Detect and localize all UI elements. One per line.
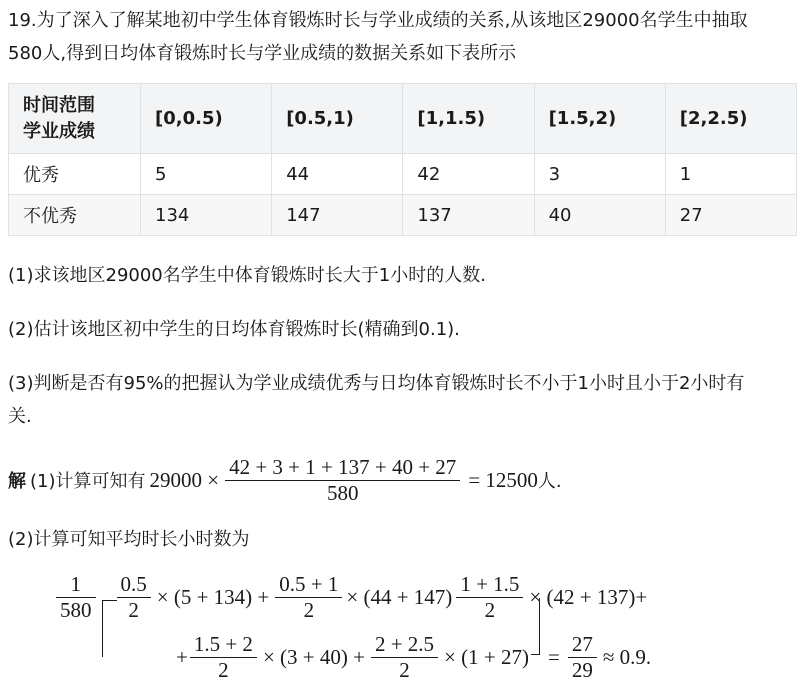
column-header: [0,0.5)	[141, 84, 272, 154]
fraction-denominator: 2	[117, 597, 151, 623]
table-cell: 27	[665, 195, 796, 236]
solution-2-intro: (2)计算可知平均时长小时数为	[8, 529, 250, 550]
problem-line-2: 580人,得到日均体育锻炼时长与学业成绩的数据关系如下表所示	[8, 43, 517, 64]
corner-bottom-label: 学业成绩	[23, 120, 95, 142]
approx-result: ≈ 0.9.	[602, 644, 652, 669]
solution-2-expression-line-1	[56, 565, 647, 629]
question-1: (1)求该地区29000名学生中体育锻炼时长大于1小时的人数.	[8, 265, 486, 286]
row-label: 不优秀	[9, 195, 141, 236]
fraction-denominator: 2	[275, 597, 342, 623]
table-cell: 44	[272, 154, 403, 195]
right-bracket	[531, 598, 540, 655]
table-cell: 42	[403, 154, 534, 195]
question-2: (2)估计该地区初中学生的日均体育锻炼时长(精确到0.1).	[8, 319, 460, 340]
solution-1-result: = 12500	[468, 467, 538, 492]
outer-fraction	[56, 572, 96, 623]
question-3-line-2: 关.	[8, 406, 32, 427]
result-fraction	[568, 632, 597, 683]
table-corner-header	[9, 84, 141, 154]
table-row	[9, 154, 797, 195]
fraction-denominator: 2	[190, 657, 257, 683]
column-header: [1,1.5)	[403, 84, 534, 154]
fraction-denominator: 2	[456, 597, 523, 623]
solution-1-multiplier: 29000 ×	[149, 467, 220, 492]
term: × (3 + 40) +	[262, 644, 365, 669]
column-header: [0.5,1)	[272, 84, 403, 154]
left-bracket	[102, 600, 117, 657]
table-cell: 134	[141, 195, 272, 236]
fraction-numerator: 0.5	[120, 571, 147, 596]
fraction	[456, 572, 523, 623]
solution-label: 解	[8, 471, 26, 492]
fraction-numerator: 27	[571, 631, 593, 656]
fraction	[117, 572, 151, 623]
fraction-numerator: 0.5 + 1	[279, 571, 339, 596]
solution-1	[8, 448, 562, 512]
table-cell: 5	[141, 154, 272, 195]
table-row	[9, 195, 797, 236]
column-header: [2,2.5)	[665, 84, 796, 154]
data-table	[8, 83, 797, 236]
fraction-denominator: 580	[225, 480, 460, 506]
equals-sign: =	[548, 644, 560, 669]
table-cell: 1	[665, 154, 796, 195]
corner-top-label: 时间范围	[23, 94, 95, 116]
solution-1-prefix: (1)计算可知有	[30, 471, 146, 492]
table-cell: 3	[534, 154, 665, 195]
fraction-denominator: 2	[371, 657, 438, 683]
fraction-numerator: 1.5 + 2	[193, 631, 253, 656]
term: × (5 + 134) +	[156, 584, 270, 609]
problem-line-1: 19.为了深入了解某地初中学生体育锻炼时长与学业成绩的关系,从该地区29000名学生中抽取	[8, 10, 748, 31]
table-cell: 40	[534, 195, 665, 236]
fraction-numerator: 42 + 3 + 1 + 137 + 40 + 27	[229, 454, 457, 479]
term: +	[176, 644, 188, 669]
table-header-row	[9, 84, 797, 154]
fraction	[190, 632, 257, 683]
question-3-line-1: (3)判断是否有95%的把握认为学业成绩优秀与日均体育锻炼时长不小于1小时且小于2小时有	[8, 373, 745, 394]
fraction-numerator: 1	[70, 571, 81, 596]
fraction-numerator: 1 + 1.5	[460, 571, 520, 596]
term: × (42 + 137)+	[529, 584, 648, 609]
table-cell: 147	[272, 195, 403, 236]
column-header: [1.5,2)	[534, 84, 665, 154]
solution-1-fraction	[225, 455, 460, 506]
solution-2-expression-line-2	[176, 625, 651, 689]
row-label: 优秀	[9, 154, 141, 195]
fraction	[275, 572, 342, 623]
solution-1-unit: 人.	[537, 471, 562, 492]
term: × (1 + 27)	[444, 644, 529, 669]
table-cell: 137	[403, 195, 534, 236]
fraction-denominator: 580	[56, 597, 96, 623]
fraction-denominator: 29	[568, 657, 597, 683]
term: × (44 + 147)	[346, 584, 453, 609]
fraction-numerator: 2 + 2.5	[374, 631, 435, 656]
fraction	[371, 632, 438, 683]
